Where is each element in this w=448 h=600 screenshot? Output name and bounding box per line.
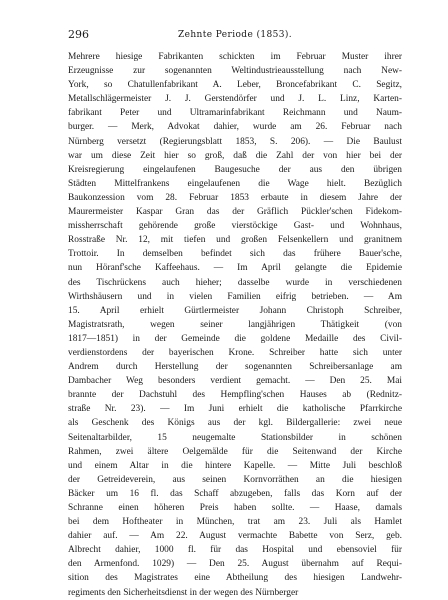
text-line: fabrikant Peter und Ultramarinfabrikant Reichmann und Naum- [68, 108, 402, 119]
text-line: Wirthshäusern und in vielen Familien eifrig betrieben. — Am [68, 291, 402, 302]
text-line: des Tischrückens auch hieher; dasselbe wurde in verschiedenen [68, 277, 402, 288]
text-line: den Armenfond. 1029) — Den 25. August übernahm auf Requi- [68, 559, 402, 570]
text-line: missherrschaft gehörende große vierstöckige Gast- und Wohnhaus, [68, 221, 402, 232]
text-line: brannte der Dachstuhl des Hempfling'schen Hauses ab (Rednitz- [68, 390, 402, 401]
text-line: und einem Altar in die hintere Kapelle. — Mitte Juli beschloß [68, 460, 402, 471]
text-line: Andrem durch Herstellung der sogenannten Schreibersanlage am [68, 362, 402, 373]
text-line: Magistratsrath, wegen seiner langjährigen Thätigkeit (von [68, 319, 402, 330]
text-line: Kreisregierung eingelaufenen Baugesuche der aus den übrigen [68, 164, 402, 175]
text-line: sition des Magistrates eine Abtheilung des hiesigen Landwehr- [68, 573, 402, 584]
text-line: regiments den Sicherheitsdienst in der wegen des Nürnberger [68, 587, 299, 598]
text-line: Schranne einen höheren Preis haben sollte. — Haase, damals [68, 503, 402, 513]
text-line: Rahmen, zwei ältere Oelgemälde für die Seitenwand der Kirche [68, 446, 402, 457]
text-line: Rosstraße Nr. 12, mit tiefen und großen Felsenkellern und granitnem [68, 235, 402, 246]
text-line: Maurermeister Kaspar Gran das der Gräflich Pückler'schen Fidekom- [68, 207, 402, 218]
text-line: Bäcker um 16 fl. das Schaff abzugeben, falls das Korn auf der [68, 488, 402, 499]
text-line: Dambacher Weg besonders verdient gemacht. — Den 25. Mai [68, 376, 402, 387]
text-line: als Geschenk des Königs aus der kgl. Bildergallerie: zwei neue [68, 418, 402, 429]
text-line: Mehrere hiesige Fabrikanten schickten im Februar Muster ihrer [68, 52, 402, 62]
text-line: Metallschlägermeister J. J. Gerstendörfer und J. L. Linz, Karten- [68, 94, 402, 105]
text-line: burger. — Merk, Advokat dahier, wurde am 26. Februar nach [68, 122, 402, 133]
text-line: war um diese Zeit hier so groß, daß die Zahl der von hier bei der [68, 150, 402, 161]
running-title: Zehnte Periode (1853). [177, 30, 293, 40]
body-paragraph [68, 50, 402, 600]
text-line: bei dem Hoftheater in München, trat am 23. Juli als Hamlet [68, 517, 402, 528]
text-line: 15. April erhielt Gürtlermeister Johann Christoph Schreiber, [68, 305, 402, 316]
text-line: Städten Mittelfrankens eingelaufenen die Wage hielt. Bezüglich [68, 178, 402, 189]
text-line: dahier auf. — Am 22. August vermachte Babette von Serz, geb. [68, 531, 402, 542]
text-line: Nürnberg versetzt (Regierungsblatt 1853, S. 206). — Die Baulust [68, 136, 402, 147]
text-line: Erzeugnisse zur sogenannten Weltindustrieausstellung nach New- [68, 66, 402, 77]
text-line: York, so Chatullenfabrikant A. Leber, Broncefabrikant C. Segitz, [68, 80, 402, 91]
text-line: Albrecht dahier, 1000 fl. für das Hospital und ebensoviel für [68, 545, 402, 556]
text-line: straße Nr. 23). — Im Juni erhielt die katholische Pfarrkirche [68, 404, 402, 415]
text-line: der Getreideverein, aus seinen Kornvorräthen an die hiesigen [68, 474, 402, 485]
running-head [68, 28, 402, 44]
text-line: Baukonzession vom 28. Februar 1853 erbaute in diesem Jahre der [68, 192, 402, 203]
text-line: nun Höranf'sche Kaffeehaus. — Im April gelangte die Epidemie [68, 263, 402, 274]
text-line: Trottoir. In demselben befindet sich das frühere Bauer'sche, [68, 249, 402, 260]
page-number: 296 [68, 28, 89, 41]
text-line: verdienstordens der bayerischen Krone. Schreiber hatte sich unter [68, 347, 402, 358]
text-line: 1817—1851) in der Gemeinde die goldene Medaille des Civil- [68, 333, 402, 344]
text-line: Seitenaltarbilder, 15 neugemalte Stationsbilder in schönen [68, 432, 402, 443]
